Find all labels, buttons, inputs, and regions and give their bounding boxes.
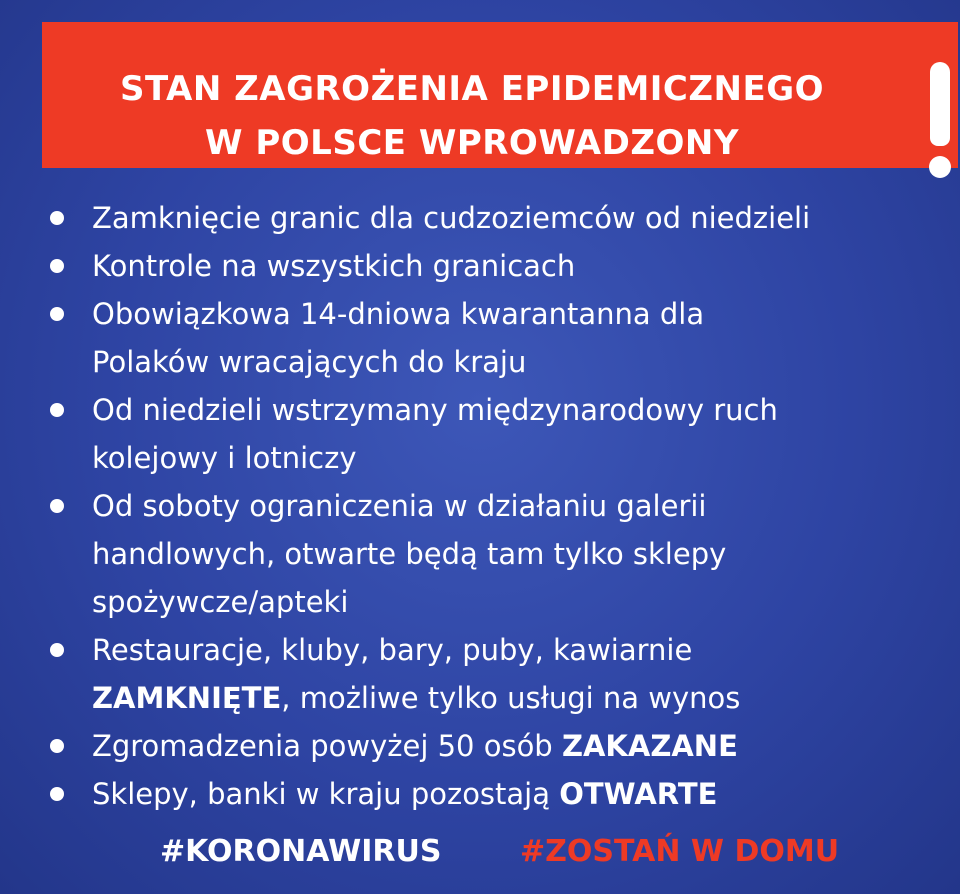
list-item-text: handlowych, otwarte będą tam tylko sklepy xyxy=(92,537,727,571)
hashtag-koronawirus: #KORONAWIRUS xyxy=(160,834,442,869)
list-item-text: Kontrole na wszystkich granicach xyxy=(92,249,576,283)
list-item xyxy=(48,194,948,242)
banner-title-line2: W POLSCE WPROWADZONY xyxy=(205,123,739,163)
list-item-text: Od soboty ograniczenia w działaniu galerii xyxy=(92,489,707,523)
list-item xyxy=(48,290,948,386)
list-item xyxy=(48,722,948,770)
bullet-icon xyxy=(50,499,64,513)
exclamation-icon xyxy=(922,62,958,180)
list-item-text: Polaków wracających do kraju xyxy=(92,345,527,379)
emphasis-text: ZAKAZANE xyxy=(561,729,738,763)
list-item-text: kolejowy i lotniczy xyxy=(92,441,357,475)
hashtag-zostan-w-domu: #ZOSTAŃ W DOMU xyxy=(520,834,840,869)
list-item xyxy=(48,770,948,818)
measures-list xyxy=(48,194,948,818)
list-item-text: Obowiązkowa 14-dniowa kwarantanna dla xyxy=(92,297,705,331)
list-item-text: Restauracje, kluby, bary, puby, kawiarnie xyxy=(92,633,693,667)
list-item xyxy=(48,386,948,482)
alert-banner xyxy=(42,22,958,168)
list-item xyxy=(48,626,948,722)
emphasis-text: ZAMKNIĘTE xyxy=(92,681,282,715)
list-item-text: Zamknięcie granic dla cudzoziemców od niedzieli xyxy=(92,201,811,235)
bullet-icon xyxy=(50,643,64,657)
list-item-text: Zgromadzenia powyżej 50 osób xyxy=(92,729,562,763)
list-item xyxy=(48,242,948,290)
banner-title-line1: STAN ZAGROŻENIA EPIDEMICZNEGO xyxy=(119,69,825,109)
list-item-text: Sklepy, banki w kraju pozostają xyxy=(92,777,560,811)
hashtags xyxy=(0,834,960,874)
bullet-icon xyxy=(50,787,64,801)
list-item-text: , możliwe tylko usługi na wynos xyxy=(281,681,741,715)
bullet-icon xyxy=(50,403,64,417)
bullet-icon xyxy=(50,211,64,225)
emphasis-text: OTWARTE xyxy=(559,777,718,811)
bullet-icon xyxy=(50,307,64,321)
bullet-icon xyxy=(50,739,64,753)
list-item-text: Od niedzieli wstrzymany międzynarodowy ruch xyxy=(92,393,778,427)
list-item-text: spożywcze/apteki xyxy=(92,585,349,619)
list-item xyxy=(48,482,948,626)
banner-title xyxy=(42,62,902,170)
bullet-icon xyxy=(50,259,64,273)
